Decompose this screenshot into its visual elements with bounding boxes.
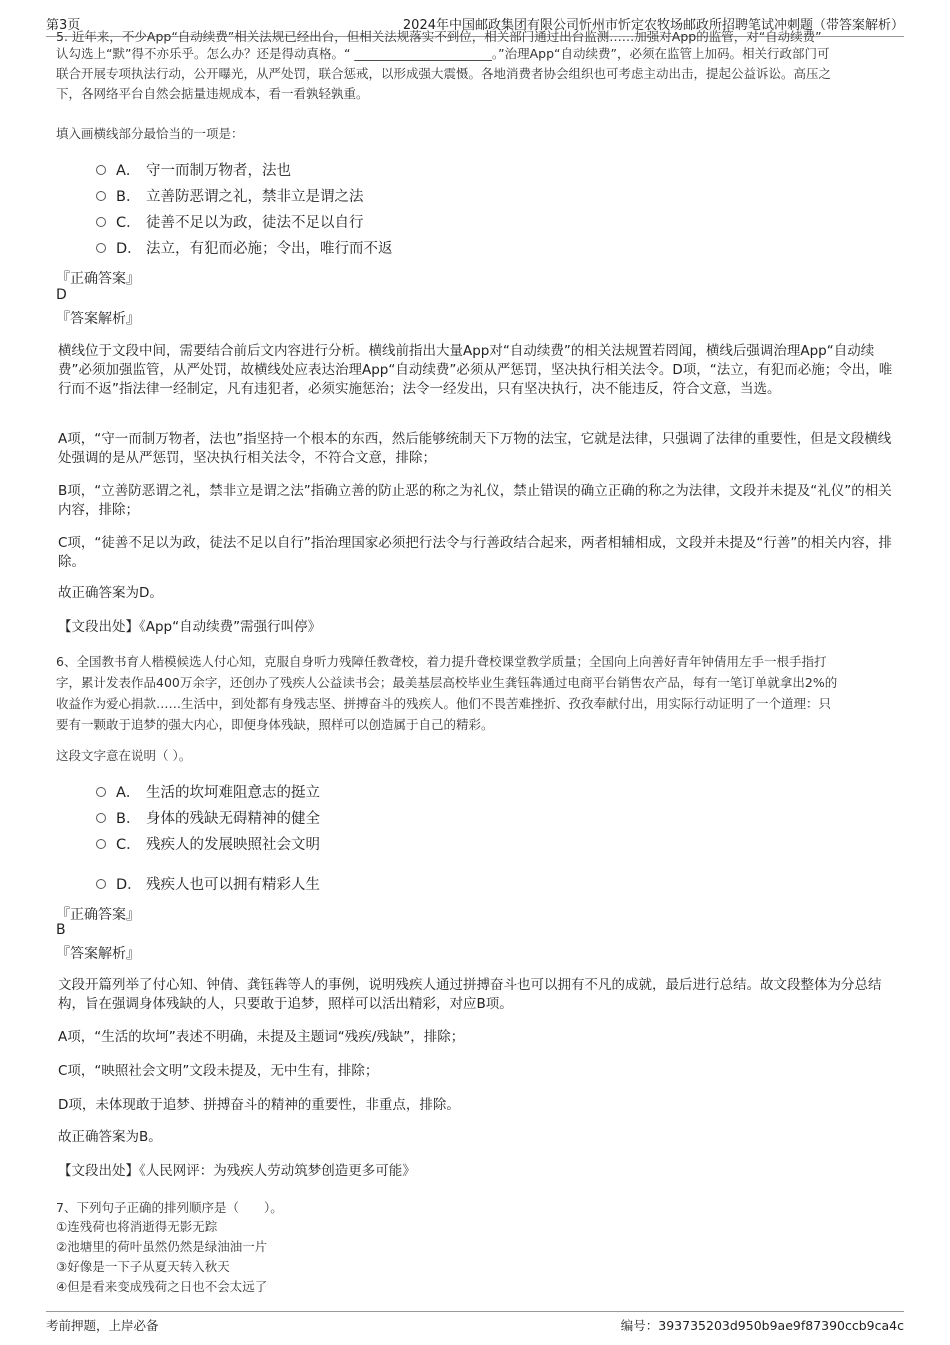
q5-intro-line-2: 认勾选上“默”得不亦乐乎。怎么办？还是得动真格。“ ______________________。”治理App“自动续费”，必须在监管上加码。相关行政部门可 — [56, 46, 830, 61]
document-title: 2024年中国邮政集团有限公司忻州市忻定农牧场邮政所招聘笔试冲刺题（带答案解析） — [402, 18, 904, 33]
q5-intro-line-4: 下，各网络平台自然会掂量违规成本，看一看孰轻孰重。 — [56, 86, 369, 101]
q6-option-d[interactable]: D． 残疾人也可以拥有精彩人生 — [96, 874, 320, 896]
q5-prompt: 填入画横线部分最恰当的一项是： — [56, 126, 244, 141]
q7-prompt: 7、下列句子正确的排列顺序是（ ）。 — [56, 1200, 283, 1215]
q6-intro-line: 6、全国教书育人楷模候选人付心知，克服自身听力残障任教聋校，着力提升聋校课堂教学质量；全国向上向善好青年钟倩用左手一根手指打 — [56, 654, 827, 669]
q7-item: ④但是看来变成残荷之日也不会太远了 — [56, 1279, 268, 1294]
q5-source: 【文段出处】《App“自动续费”需强行叫停》 — [58, 619, 322, 635]
q5-option-b[interactable]: B． 立善防恶谓之礼，禁非立是谓之法 — [96, 186, 364, 208]
q6-answer-tag: 『正确答案』 — [56, 907, 140, 923]
q7-item: ①连残荷也将消逝得无影无踪 — [56, 1219, 218, 1234]
q6-option-b[interactable]: B． 身体的残缺无碍精神的健全 — [96, 808, 320, 830]
radio-icon[interactable] — [96, 787, 106, 797]
q5-analysis-paragraph: 横线位于文段中间，需要结合前后文内容进行分析。横线前指出大量App对“自动续费”的相关法规置若罔闻，横线后强调治理App“自动续费”必须加强监管，从严处罚，故横线处应表达治理App“自动续费”必须从严惩罚，坚决执行相关法令。D项，“法立，有犯而必施；令出，唯行而不返”指法律一经制定，凡有违犯者，必须实施惩治；法令一经发出，只有坚决执行，决不能违反，符合文意，当选。 — [58, 343, 893, 397]
q5-analysis-paragraph: A项，“守一而制万物者，法也”指坚持一个根本的东西，然后能够统制天下万物的法宝，它就是法律，只强调了法律的重要性，但是文段横线处强调的是从严惩罚，坚决执行相关法令，不符合文意，排除； — [58, 431, 892, 466]
q6-intro-line: 收益作为爱心捐款……生活中，到处都有身残志坚、拼搏奋斗的残疾人。他们不畏苦难挫折、孜孜奉献付出，用实际行动证明了一个道理：只 — [56, 696, 832, 711]
q5-analysis-tag: 『答案解析』 — [56, 311, 140, 327]
q6-analysis-tag: 『答案解析』 — [56, 946, 140, 962]
page-footer — [46, 1311, 904, 1336]
q6-source: 【文段出处】《人民网评：为残疾人劳动筑梦创造更多可能》 — [58, 1163, 416, 1179]
radio-icon[interactable] — [96, 839, 106, 849]
q5-intro-line-1: 5. 近年来，不少App“自动续费”相关法规已经出台，但相关法规落实不到位，相关部门通过出台监测……加强对App的监管，对“自动续费” — [56, 30, 822, 44]
q7-item: ②池塘里的荷叶虽然仍然是绿油油一片 — [56, 1239, 268, 1254]
q5-option-c[interactable]: C． 徒善不足以为政，徒法不足以自行 — [96, 212, 364, 234]
q6-answer: B — [56, 922, 66, 938]
q5-option-a[interactable]: A． 守一而制万物者，法也 — [96, 160, 291, 182]
q6-prompt: 这段文字意在说明（ ）。 — [56, 748, 192, 763]
q6-analysis-paragraph: D项，未体现敢于追梦、拼搏奋斗的精神的重要性，非重点，排除。 — [58, 1097, 460, 1113]
q6-intro-line: 字，累计发表作品400万余字，还创办了残疾人公益读书会；最美基层高校毕业生龚钰犇通过电商平台销售农产品，每有一笔订单就拿出2%的 — [56, 675, 838, 690]
q5-answer-tag: 『正确答案』 — [56, 271, 140, 287]
radio-icon[interactable] — [96, 191, 106, 201]
document-id: 编号：393735203d950b9ae9f87390ccb9ca4c — [620, 1318, 904, 1333]
q6-conclusion: 故正确答案为B。 — [58, 1129, 162, 1145]
q6-analysis-paragraph: C项，“映照社会文明”文段未提及，无中生有，排除； — [58, 1063, 379, 1079]
q5-intro-line-3: 联合开展专项执法行动，公开曝光，从严处罚，联合惩戒，以形成强大震慑。各地消费者协会组织也可考虑主动出击，提起公益诉讼。高压之 — [56, 66, 832, 81]
q6-option-c[interactable]: C． 残疾人的发展映照社会文明 — [96, 834, 320, 856]
q5-conclusion: 故正确答案为D。 — [58, 585, 163, 601]
q5-analysis-paragraph: C项，“徒善不足以为政，徒法不足以自行”指治理国家必须把行法令与行善政结合起来，两者相辅相成，文段并未提及“行善”的相关内容，排除。 — [58, 535, 892, 570]
q5-option-d[interactable]: D． 法立，有犯而必施；令出，唯行而不返 — [96, 238, 393, 260]
q7-item: ③好像是一下子从夏天转入秋天 — [56, 1259, 230, 1274]
q6-intro-line: 要有一颗敢于追梦的强大内心，即便身体残缺，照样可以创造属于自己的精彩。 — [56, 717, 494, 732]
radio-icon[interactable] — [96, 879, 106, 889]
page-number: 第3页 — [46, 18, 81, 33]
radio-icon[interactable] — [96, 243, 106, 253]
radio-icon[interactable] — [96, 217, 106, 227]
footer-slogan: 考前押题，上岸必备 — [46, 1318, 159, 1333]
q6-analysis-paragraph: A项，“生活的坎坷”表述不明确，未提及主题词“残疾/残缺”，排除； — [58, 1029, 465, 1045]
q5-answer: D — [56, 287, 67, 303]
q6-analysis-paragraph: 文段开篇列举了付心知、钟倩、龚钰犇等人的事例，说明残疾人通过拼搏奋斗也可以拥有不凡的成就，最后进行总结。故文段整体为分总结构，旨在强调身体残缺的人，只要敢于追梦，照样可以活出精彩，对应B项。 — [58, 977, 882, 1012]
q5-analysis-paragraph: B项，“立善防恶谓之礼，禁非立是谓之法”指确立善的防止恶的称之为礼仪，禁止错误的确立正确的称之为法律，文段并未提及“礼仪”的相关内容，排除； — [58, 483, 892, 518]
radio-icon[interactable] — [96, 165, 106, 175]
q6-option-a[interactable]: A． 生活的坎坷难阻意志的挺立 — [96, 782, 320, 804]
radio-icon[interactable] — [96, 813, 106, 823]
